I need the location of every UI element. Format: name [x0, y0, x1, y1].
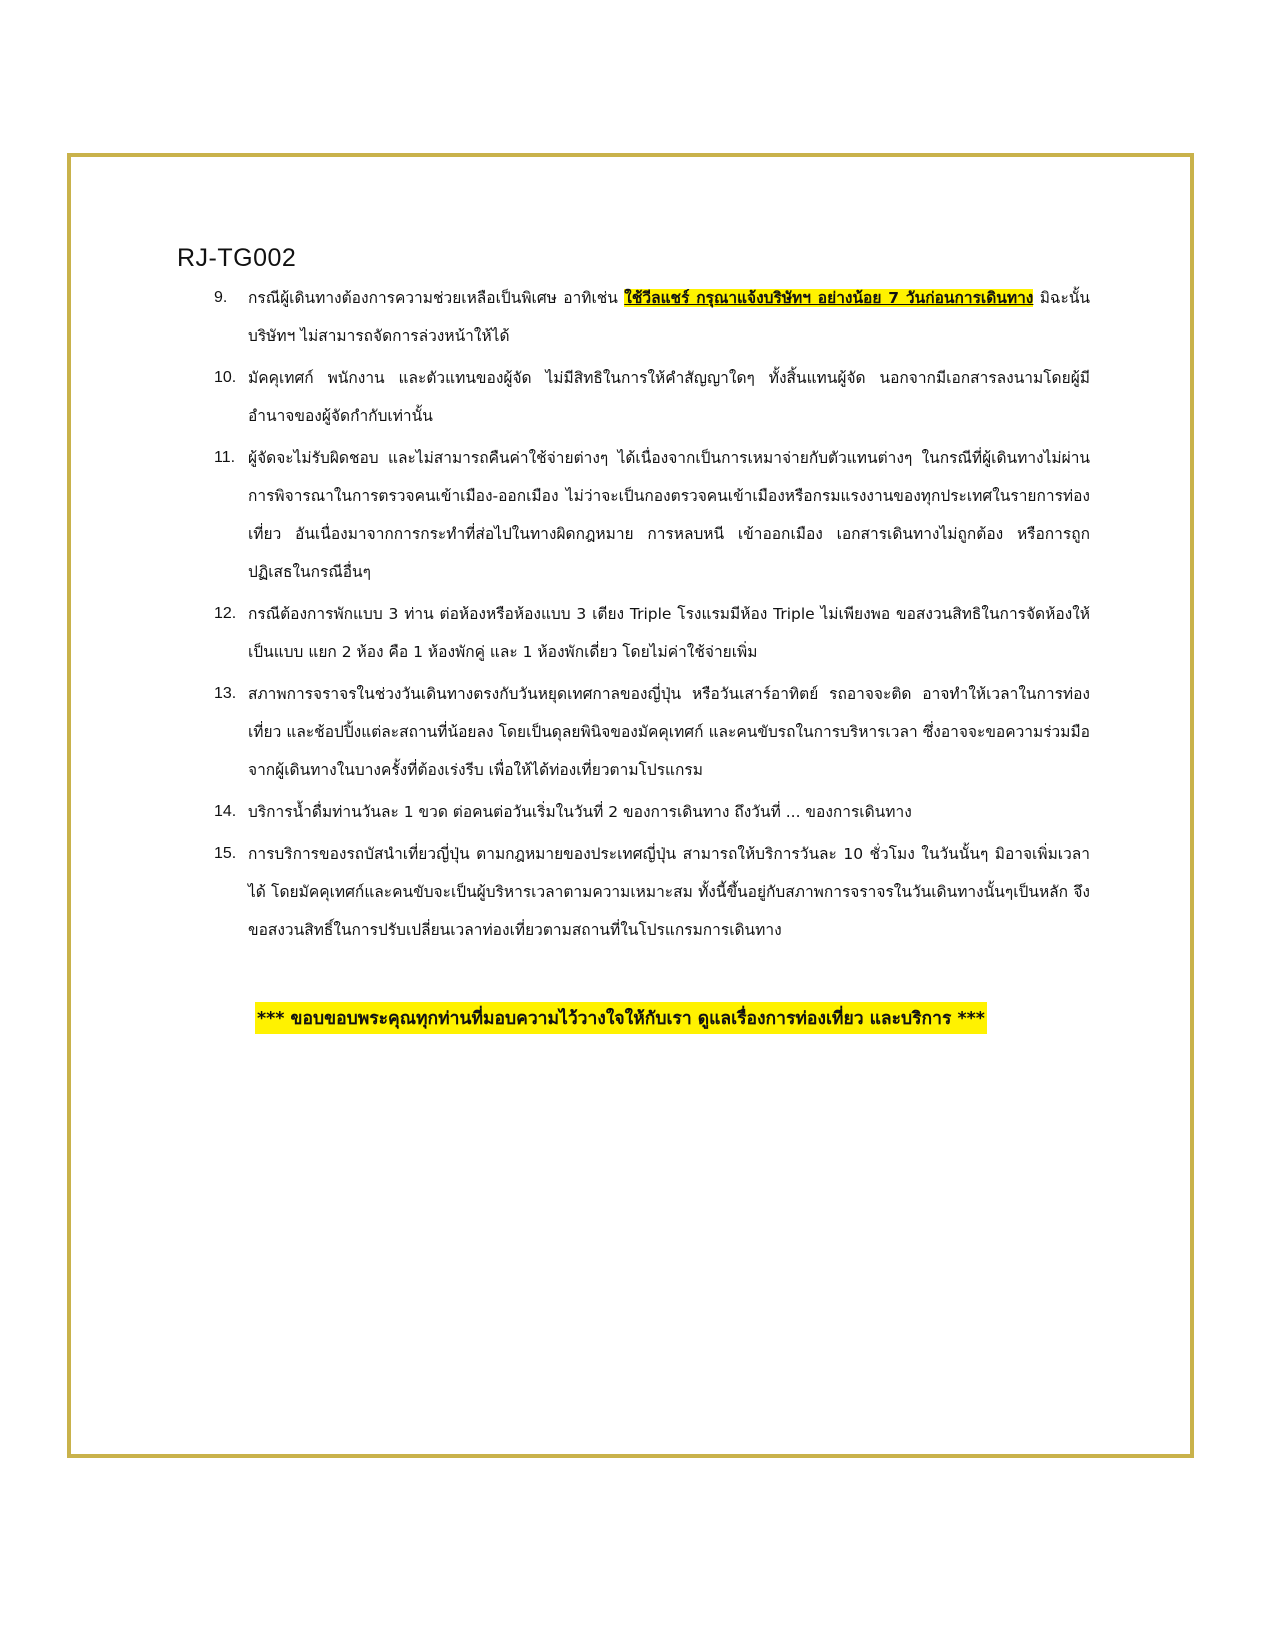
term-number: 13. [214, 685, 237, 702]
term-highlight: ใช้วีลแชร์ กรุณาแจ้งบริษัทฯ อย่างน้อย 7 วันก่อนการเดินทาง [624, 289, 1034, 307]
term-text: การบริการของรถบัสนำเที่ยวญี่ปุ่น ตามกฎหมายของประเทศญี่ปุ่น สามารถให้บริการวันละ 10 ชั่วโมง ในวันนั้นๆ มิอาจเพิ่มเวลาได้ โดยมัคคุเทศก์และคนขับจะเป็นผู้บริหารเวลาตามความเหมาะสม ทั้งนี้ขึ้นอยู่กับสภาพการจราจรในวันเดินทางนั้นๆเป็นหลัก จึงขอสงวนสิทธิ์ในการปรับเปลี่ยนเวลาท่องเที่ยวตามสถานที่ในโปรแกรมการเดินทาง [248, 845, 1090, 939]
term-number: 14. [214, 803, 237, 820]
term-text: บริการน้ำดื่มท่านวันละ 1 ขวด ต่อคนต่อวันเริ่มในวันที่ 2 ของการเดินทาง ถึงวันที่ ... ของการเดินทาง [248, 803, 912, 821]
term-number: 11. [214, 449, 236, 466]
term-item-12 [210, 595, 1090, 671]
term-text [248, 289, 1090, 345]
term-text-post: มิฉะนั้นบริษัทฯ ไม่สามารถจัดการล่วงหน้าให้ได้ [248, 289, 1091, 345]
term-item-11 [210, 439, 1090, 591]
term-text: มัคคุเทศก์ พนักงาน และตัวแทนของผู้จัด ไม่มีสิทธิในการให้คำสัญญาใดๆ ทั้งสิ้นแทนผู้จัด นอกจากมีเอกสารลงนามโดยผู้มีอำนาจของผู้จัดกำกับเท่านั้น [248, 369, 1090, 425]
terms-list [210, 279, 1090, 953]
term-item-9 [210, 279, 1090, 355]
term-text-pre: กรณีผู้เดินทางต้องการความช่วยเหลือเป็นพิเศษ อาทิเช่น [248, 289, 625, 307]
term-number: 15. [214, 845, 237, 862]
term-text: กรณีต้องการพักแบบ 3 ท่าน ต่อห้องหรือห้องแบบ 3 เตียง Triple โรงแรมมีห้อง Triple ไม่เพียงพอ ขอสงวนสิทธิในการจัดห้องให้เป็นแบบ แยก 2 ห้อง คือ 1 ห้องพักคู่ และ 1 ห้องพักเดี่ยว โดยไม่ค่าใช้จ่ายเพิ่ม [248, 605, 1090, 661]
document-code: RJ-TG002 [177, 244, 297, 272]
term-item-14 [210, 793, 1090, 831]
term-number: 10. [214, 369, 237, 386]
term-text: สภาพการจราจรในช่วงวันเดินทางตรงกับวันหยุดเทศกาลของญี่ปุ่น หรือวันเสาร์อาทิตย์ รถอาจจะติด อาจทำให้เวลาในการท่องเที่ยว และช้อปปิ้งแต่ละสถานที่น้อยลง โดยเป็นดุลยพินิจของมัคคุเทศก์ และคนขับรถในการบริหารเวลา ซึ่งอาจจะขอความร่วมมือจากผู้เดินทางในบางครั้งที่ต้องเร่งรีบ เพื่อให้ได้ท่องเที่ยวตามโปรแกรม [248, 685, 1090, 779]
term-item-15 [210, 835, 1090, 949]
term-text: ผู้จัดจะไม่รับผิดชอบ และไม่สามารถคืนค่าใช้จ่ายต่างๆ ได้เนื่องจากเป็นการเหมาจ่ายกับตัวแทนต่างๆ ในกรณีที่ผู้เดินทางไม่ผ่านการพิจารณาในการตรวจคนเข้าเมือง-ออกเมือง ไม่ว่าจะเป็นกองตรวจคนเข้าเมืองหรือกรมแรงงานของทุกประเทศในรายการท่องเที่ยว อันเนื่องมาจากการกระทำที่ส่อไปในทางผิดกฎหมาย การหลบหนี เข้าออกเมือง เอกสารเดินทางไม่ถูกต้อง หรือการถูกปฏิเสธในกรณีอื่นๆ [248, 449, 1090, 581]
closing-thanks-note: *** ขอบขอบพระคุณทุกท่านที่มอบความไว้วางใจให้กับเรา ดูแลเรื่องการท่องเที่ยว และบริการ *** [255, 1002, 987, 1034]
term-item-10 [210, 359, 1090, 435]
term-number: 12. [214, 605, 237, 622]
term-item-13 [210, 675, 1090, 789]
term-number: 9. [214, 289, 228, 306]
